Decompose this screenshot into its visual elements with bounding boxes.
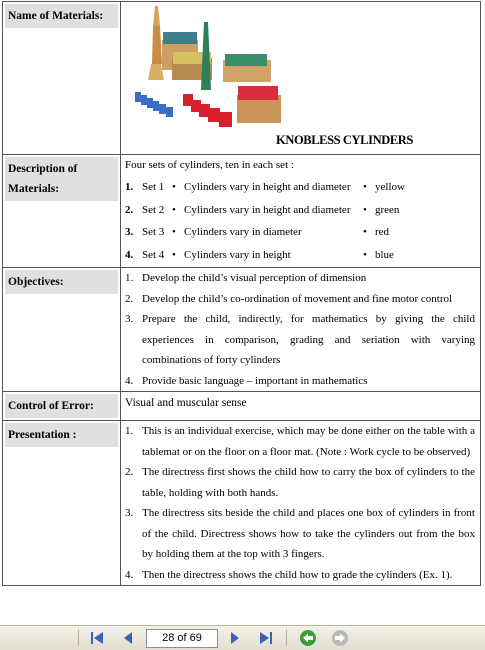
item-number: 1. xyxy=(125,272,134,284)
toolbar-separator xyxy=(78,630,79,646)
set-number: 4. xyxy=(125,248,134,261)
materials-table xyxy=(2,1,481,586)
item-text: Develop the child’s visual perception of dimension xyxy=(142,272,367,284)
list-item xyxy=(125,309,475,371)
list-item xyxy=(125,371,475,392)
set-color: red xyxy=(375,226,390,238)
item-number: 3. xyxy=(125,507,134,519)
bullet-icon: • xyxy=(172,203,176,216)
list-item xyxy=(125,462,475,503)
presentation-list xyxy=(121,421,480,585)
forward-arrow-icon xyxy=(331,629,349,647)
set-name: Set 2 xyxy=(142,203,165,216)
page-number-input[interactable]: 28 of 69 xyxy=(146,629,218,648)
previous-page-button[interactable] xyxy=(119,629,137,647)
presentation-row xyxy=(3,421,481,586)
set-row xyxy=(121,244,480,267)
set-number: 2. xyxy=(125,203,134,216)
bullet-icon: • xyxy=(363,248,367,261)
materials-caption: KNOBLESS CYLINDERS xyxy=(276,133,413,147)
item-text: Provide basic language – important in mathematics xyxy=(142,374,368,387)
bullet-icon: • xyxy=(363,181,367,193)
set-name: Set 3 xyxy=(142,226,165,238)
set-name: Set 4 xyxy=(142,248,165,261)
set-number: 1. xyxy=(125,181,134,193)
set-number: 3. xyxy=(125,226,134,238)
bullet-icon: • xyxy=(363,226,367,238)
control-text: Visual and muscular sense xyxy=(125,397,247,409)
next-page-icon xyxy=(227,630,243,646)
item-number: 4. xyxy=(125,374,134,387)
item-text: Prepare the child, indirectly, for mathematics by giving the child experiences in comparison, grading and seriation with varying combinations of forty cylinders xyxy=(142,313,475,366)
bullet-icon: • xyxy=(172,226,176,238)
description-label: Description of Materials: xyxy=(5,157,118,201)
forward-button[interactable] xyxy=(331,629,349,647)
item-text: Develop the child’s co-ordination of movement and fine motor control xyxy=(142,292,453,305)
item-text: Then the directress shows the child how to grade the cylinders (Ex. 1). xyxy=(142,568,453,581)
item-text: This is an individual exercise, which may be done either on the table with a tablemat or on the floor on a floor mat. (Note : Work cycle to be observed) xyxy=(142,425,475,458)
control-label: Control of Error: xyxy=(5,394,118,418)
item-text: The directress sits beside the child and places one box of cylinders in front of the child. Directress shows how to take the cylinders out from the box by holding them at the top with 3 fingers. xyxy=(142,507,475,560)
next-page-button[interactable] xyxy=(226,629,244,647)
toolbar-separator xyxy=(286,630,287,646)
viewer-toolbar xyxy=(0,625,485,650)
description-intro: Four sets of cylinders, ten in each set : xyxy=(125,159,294,171)
set-color: green xyxy=(375,203,400,216)
bullet-icon: • xyxy=(363,203,367,216)
list-item xyxy=(125,268,475,289)
objectives-row xyxy=(3,268,481,392)
set-row xyxy=(121,176,480,199)
previous-page-icon xyxy=(120,630,136,646)
set-row xyxy=(121,221,480,244)
set-description: Cylinders vary in height and diameter xyxy=(184,203,351,216)
item-number: 4. xyxy=(125,568,134,581)
set-row xyxy=(121,199,480,222)
objectives-list xyxy=(121,268,480,391)
cylinders-photo xyxy=(127,2,287,142)
set-description: Cylinders vary in height xyxy=(184,248,291,261)
last-page-button[interactable] xyxy=(257,629,275,647)
control-row xyxy=(3,392,481,421)
item-number: 1. xyxy=(125,425,134,437)
set-description: Cylinders vary in height and diameter xyxy=(184,181,351,193)
set-description: Cylinders vary in diameter xyxy=(184,226,302,238)
item-number: 3. xyxy=(125,313,134,325)
set-color: blue xyxy=(375,248,394,261)
item-number: 2. xyxy=(125,292,134,305)
list-item xyxy=(125,503,475,565)
first-page-icon xyxy=(89,630,105,646)
objectives-label: Objectives: xyxy=(5,270,118,294)
list-item xyxy=(125,421,475,462)
list-item xyxy=(125,289,475,310)
set-name: Set 1 xyxy=(142,181,165,193)
presentation-label: Presentation : xyxy=(5,423,118,447)
back-button[interactable] xyxy=(299,629,317,647)
bullet-icon: • xyxy=(172,248,176,261)
last-page-icon xyxy=(258,630,274,646)
back-arrow-icon xyxy=(299,629,317,647)
materials-image-cell xyxy=(121,2,480,154)
materials-row xyxy=(3,2,481,155)
materials-label: Name of Materials: xyxy=(5,4,118,28)
set-color: yellow xyxy=(375,181,405,193)
list-item xyxy=(125,565,475,586)
item-number: 2. xyxy=(125,466,134,478)
bullet-icon: • xyxy=(172,181,176,193)
description-row xyxy=(3,155,481,268)
item-text: The directress first shows the child how to carry the box of cylinders to the table, holding with both hands. xyxy=(142,466,475,499)
first-page-button[interactable] xyxy=(88,629,106,647)
